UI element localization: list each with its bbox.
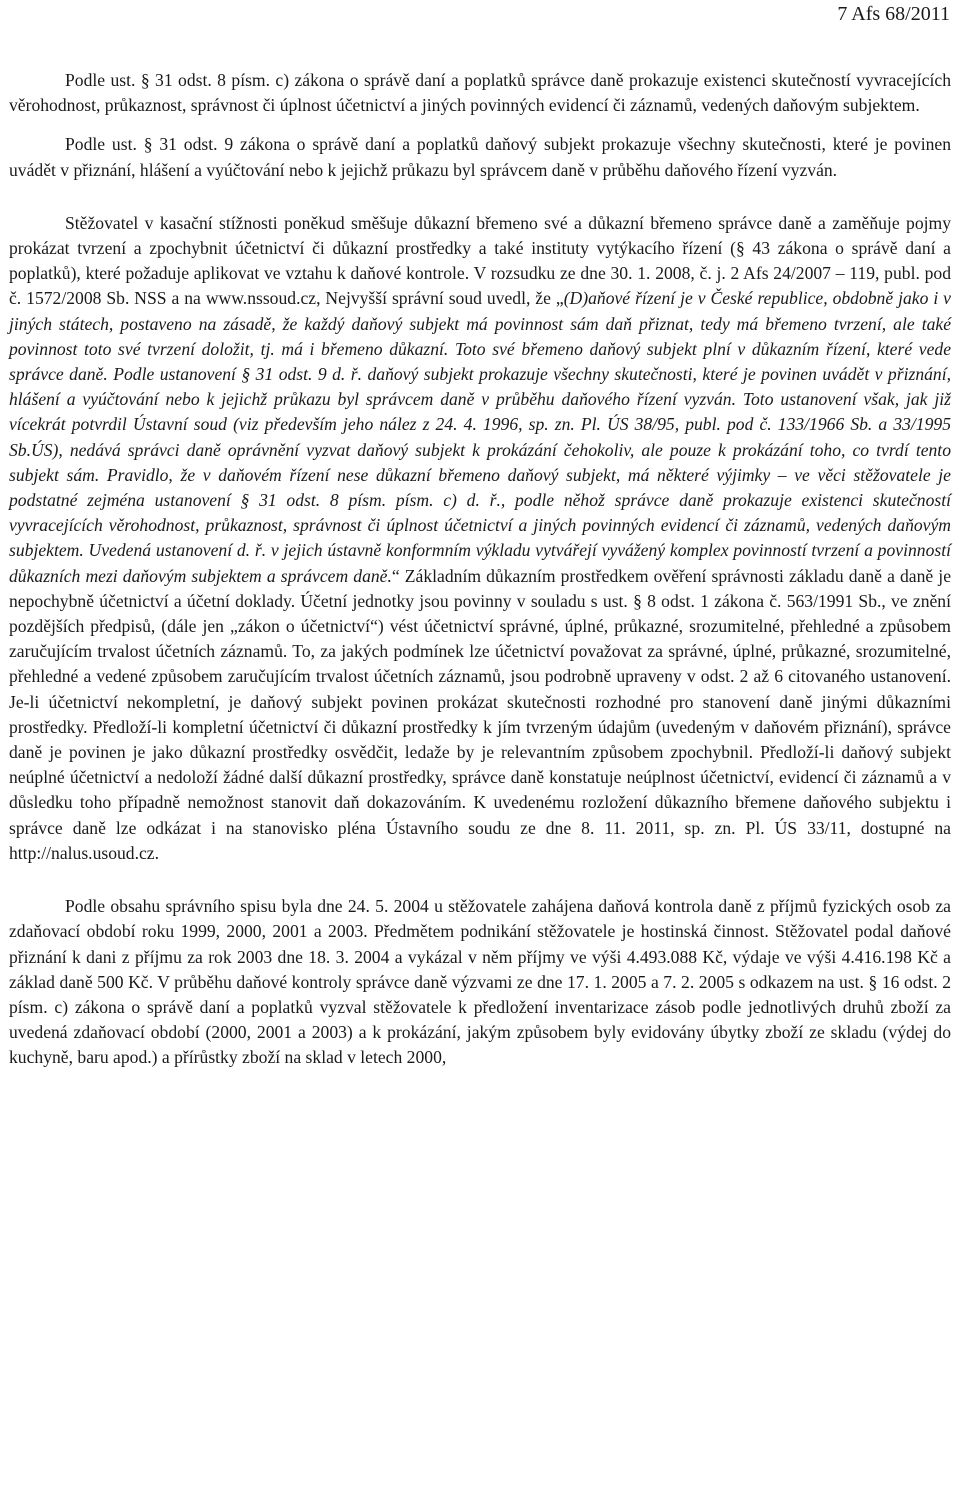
paragraph-text: Podle obsahu správního spisu byla dne 24. 5. 2004 u stěžovatele zahájena daňová kontrola daně z příjmů fyzických osob za zdaňovací období roku 1999, 2000, 2001 a 2003. Předmětem podnikání stěžovatele je hostinská činnost. Stěžovatel podal daňové přiznání k dani z příjmu za rok 2003 dne 18. 3. 2004 a vykázal v něm příjmy ve výši 4.493.088 Kč, výdaje ve výši 4.416.198 Kč a základ daně 500 Kč. V průběhu daňové kontroly správce daně výzvami ze dne 17. 1. 2005 a 7. 2. 2005 s odkazem na ust. § 16 odst. 2 písm. c) zákona o správě daní a poplatků vyzval stěžovatele k předložení inventarizace zásob podle jednotlivých druhů zboží za uvedená zdaňovací období (2000, 2001 a 2003) a k prokázání, jakým způsobem byly evidovány úbytky zboží ze skladu (výdej do kuchyně, baru apod.) a přírůstky zboží na sklad v letech 2000, — [9, 896, 951, 1068]
paragraph-31-9 — [9, 132, 951, 182]
paragraph-administrative-file — [9, 894, 951, 1070]
quoted-judgment-text: (D)aňové řízení je v České republice, obdobně jako i v jiných státech, postaveno na zásadě, že každý daňový subjekt má povinnost sám daň přiznat, tedy má břemeno tvrzení, ale také povinnost toto své tvrzení doložit, tj. má i břemeno důkazní. Toto své břemeno daňový subjekt plní v důkazním řízení, které vede správce daně. Podle ustanovení § 31 odst. 9 d. ř. daňový subjekt prokazuje všechny skutečnosti, které je povinen uvádět v přiznání, hlášení a vyúčtování nebo k jejichž průkazu byl správcem daně v průběhu daňového řízení vyzván. Toto ustanovení však, jak již vícekrát potvrdil Ústavní soud (viz především jeho nález z 24. 4. 1996, sp. zn. Pl. ÚS 38/95, publ. pod č. 133/1966 Sb. a 33/1995 Sb.ÚS), nedává správci daně oprávnění vyzvat daňový subjekt k prokázání čehokoliv, ale pouze k prokázání toho, co tvrdí tento subjekt sám. Pravidlo, že v daňovém řízení nese důkazní břemeno daňový subjekt, má některé výjimky – ve věci stěžovatele je podstatné zejména ustanovení § 31 odst. 8 písm. písm. c) d. ř., podle něhož správce daně prokazuje existenci skutečností vyvracejících věrohodnost, průkaznost, správnost či úplnost účetnictví a jiných povinných evidencí či záznamů, vedených daňovým subjektem. Uvedená ustanovení d. ř. v jejich ústavně konformním výkladu vytvářejí vyvážený komplex povinností tvrzení a povinností důkazních mezi daňovým subjektem a správcem daně. — [9, 288, 951, 586]
paragraph-text-continued: “ Základním důkazním prostředkem ověření správnosti základu daně a daně je nepochybně účetnictví a účetní doklady. Účetní jednotky jsou povinny v souladu s ust. § 8 odst. 1 zákona č. 563/1991 Sb., ve znění pozdějších předpisů, (dále jen „zákon o účetnictví“) vést účetnictví správné, úplné, průkazné, srozumitelné, přehledné a způsobem zaručujícím trvalost účetních záznamů. To, za jakých podmínek lze účetnictví považovat za správné, úplné, průkazné, srozumitelné, přehledné a vedené způsobem zaručujícím trvalost účetních záznamů, jsou podrobně upraveny v odst. 2 až 6 citovaného ustanovení. Je-li účetnictví nekompletní, je daňový subjekt povinen prokázat skutečnosti rozhodné pro stanovení daně jinými důkazními prostředky. Předloží-li kompletní účetnictví či důkazní prostředky k jím tvrzeným údajům (uvedeným v daňovém přiznání), správce daně je povinen je jako důkazní prostředky osvědčit, ledaže by je relevantním způsobem zpochybnil. Předloží-li daňový subjekt neúplné účetnictví a nedoloží žádné další důkazní prostředky, správce daně konstatuje neúplnost účetnictví, evidencí či záznamů a v důsledku toho případně nemožnost stanovit daň dokazováním. K uvedenému rozložení důkazního břemene daňového subjektu i správce daně lze odkázat i na stanovisko pléna Ústavního soudu ze dne 8. 11. 2011, sp. zn. Pl. ÚS 33/11, dostupné na http://nalus.usoud.cz. — [9, 565, 951, 863]
case-number-header: 7 Afs 68/2011 — [837, 3, 950, 25]
paragraph-court-reasoning — [9, 211, 951, 866]
document-body — [9, 68, 951, 1071]
paragraph-31-8 — [9, 68, 951, 118]
paragraph-text: Stěžovatel v kasační stížnosti poněkud směšuje důkazní břemeno své a důkazní břemeno správce daně a zaměňuje pojmy prokázat tvrzení a zpochybnit účetnictví či důkazní prostředky a také instituty vytýkacího řízení (§ 43 zákona o správě daní a poplatků), které požaduje aplikovat ve vztahu k daňové kontrole. V rozsudku ze dne 30. 1. 2008, č. j. 2 Afs 24/2007 – 119, publ. pod č. 1572/2008 Sb. NSS a na www.nssoud.cz, Nejvyšší správní soud uvedl, že „ — [9, 212, 951, 309]
paragraph-text: Podle ust. § 31 odst. 8 písm. c) zákona o správě daní a poplatků správce daně prokazuje existenci skutečností vyvracejících věrohodnost, průkaznost, správnost či úplnost účetnictví a jiných povinných evidencí či záznamů, vedených daňovým subjektem. — [9, 70, 951, 116]
paragraph-text: Podle ust. § 31 odst. 9 zákona o správě daní a poplatků daňový subjekt prokazuje všechny skutečnosti, které je povinen uvádět v přiznání, hlášení a vyúčtování nebo k jejichž průkazu byl správcem daně v průběhu daňového řízení vyzván. — [9, 134, 951, 180]
